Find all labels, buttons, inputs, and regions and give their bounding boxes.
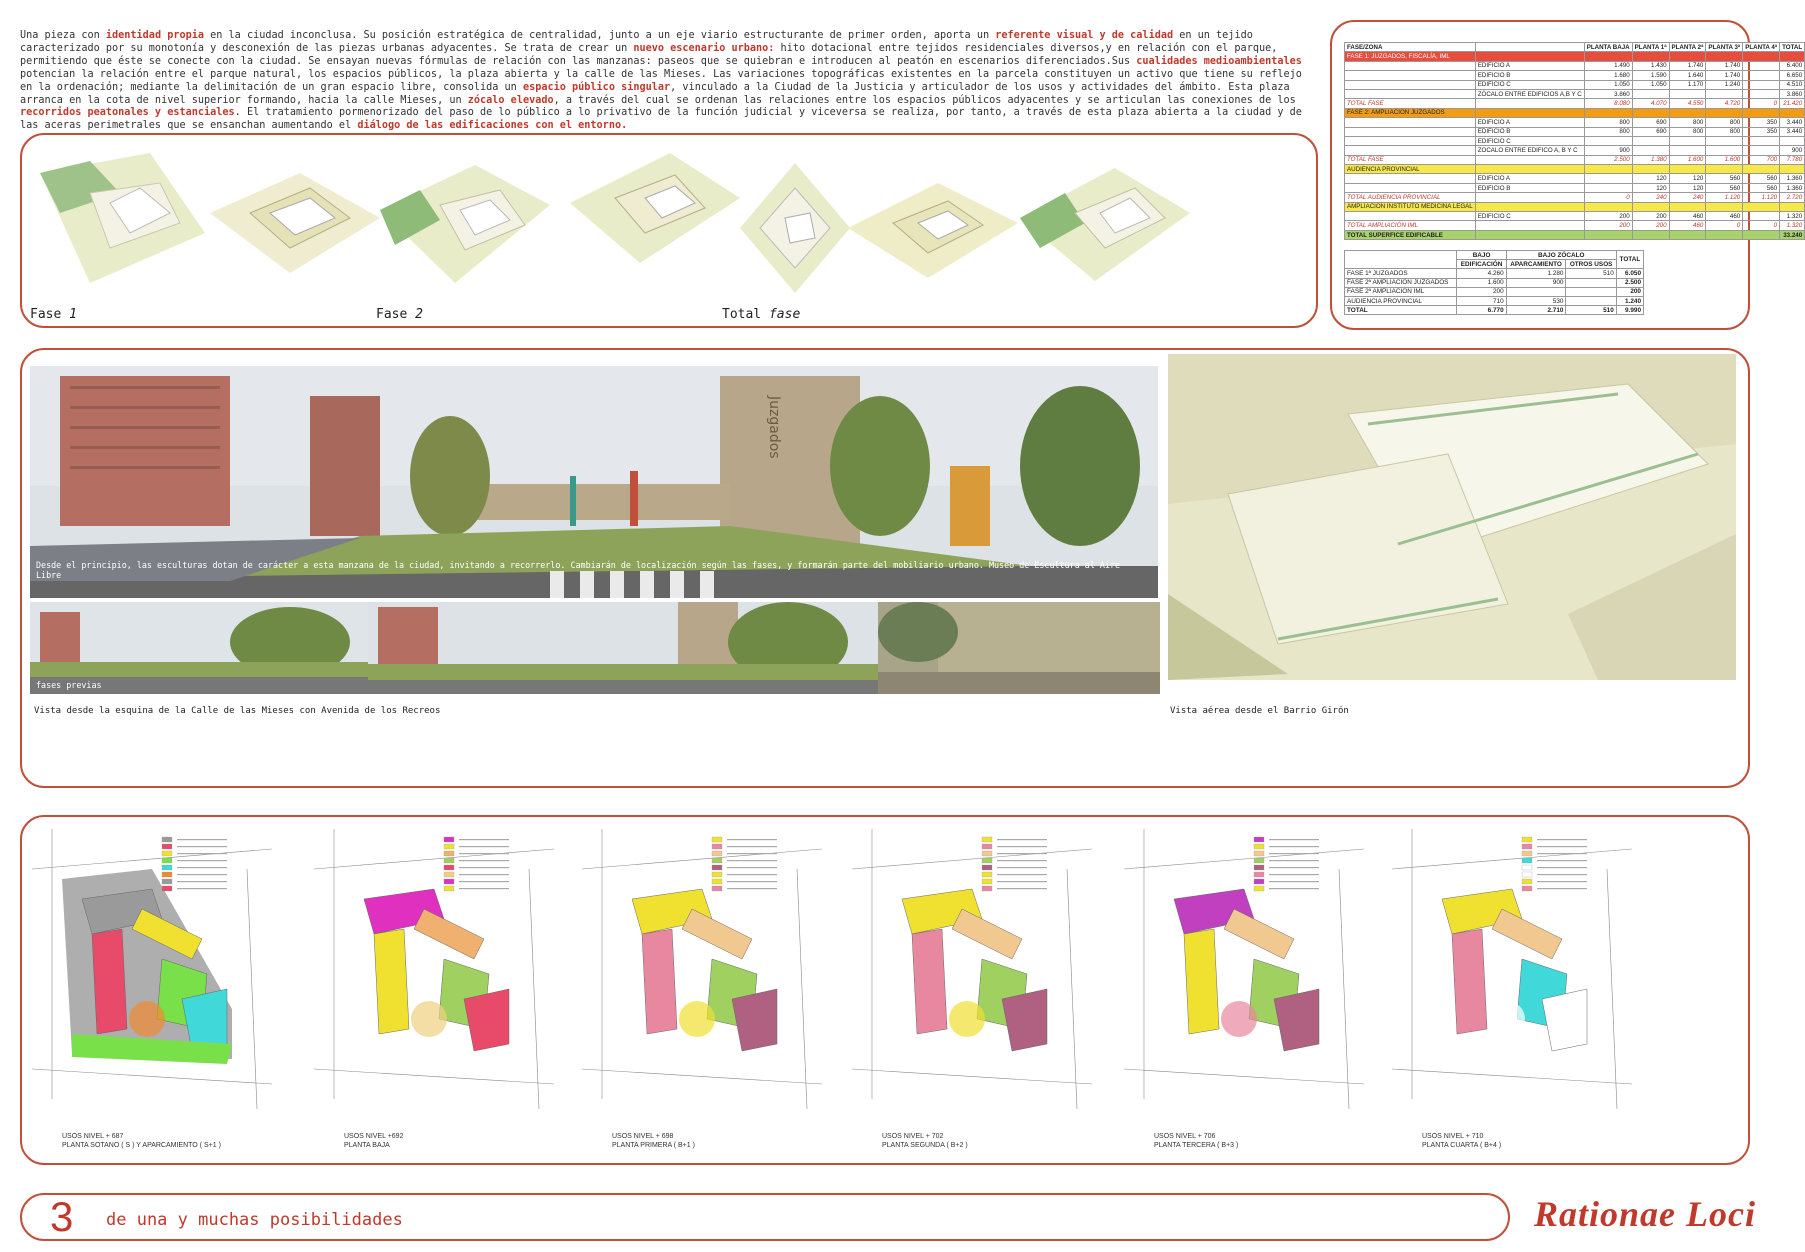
t1-cell: 1.360 (1780, 174, 1805, 183)
t1-cell (1669, 202, 1706, 211)
t1-cell (1632, 146, 1669, 155)
plan-caption (612, 1132, 695, 1150)
t1-cell: 800 (1669, 118, 1706, 127)
t1-cell (1669, 52, 1706, 61)
plan-level: USOS NIVEL + 706 (1154, 1133, 1216, 1140)
table-row (1345, 136, 1805, 145)
table-row (1345, 183, 1805, 192)
t1-cell (1743, 165, 1780, 174)
table-row (1345, 118, 1805, 127)
t1-cell: 900 (1584, 146, 1632, 155)
t1-cell (1632, 165, 1669, 174)
t1-cell (1669, 136, 1706, 145)
floor-plan-5 (1124, 829, 1396, 1129)
t1-cell: EDIFICIO A (1475, 174, 1584, 183)
t1-cell: 1.240 (1706, 80, 1743, 89)
t1-cell: 200 (1584, 221, 1632, 230)
table-row (1345, 212, 1805, 221)
t1-cell (1584, 165, 1632, 174)
t1-cell: ZOCALO ENTRE EDIFICO A, B Y C (1475, 146, 1584, 155)
t1-cell (1780, 165, 1805, 174)
t1-cell: 0 (1743, 99, 1780, 108)
t1-cell: 200 (1632, 221, 1669, 230)
t2-header-otros: OTROS USOS (1566, 260, 1616, 269)
table-row (1345, 306, 1644, 315)
brand-logo: Rationae Loci (1534, 1194, 1756, 1234)
t2-cell (1506, 287, 1566, 296)
footer-bar (20, 1193, 1510, 1241)
t1-header-cell (1475, 43, 1584, 52)
aerial-view (1168, 354, 1736, 680)
intro-highlight: identidad propia (105, 30, 205, 41)
t1-cell (1743, 52, 1780, 61)
t2-cell: 1.240 (1616, 296, 1643, 305)
t1-cell (1743, 108, 1780, 117)
t1-cell: 4.720 (1706, 99, 1743, 108)
t2-cell: 900 (1506, 278, 1566, 287)
table-row (1345, 287, 1644, 296)
t1-header-cell: PLANTA 4ª (1743, 43, 1780, 52)
table-row (1345, 202, 1805, 211)
t1-cell: 1.740 (1706, 61, 1743, 70)
t1-cell: 560 (1706, 174, 1743, 183)
t2-cell: 2.710 (1506, 306, 1566, 315)
t1-cell: 240 (1669, 193, 1706, 202)
table-row (1345, 165, 1805, 174)
t2-cell: 710 (1457, 296, 1506, 305)
t1-cell (1632, 52, 1669, 61)
t1-cell: 8.080 (1584, 99, 1632, 108)
t1-cell (1743, 136, 1780, 145)
t1-cell (1669, 230, 1706, 239)
t2-cell: FASE 2ª AMPLIACION IML (1345, 287, 1457, 296)
t1-cell: 1.170 (1669, 80, 1706, 89)
t1-cell (1475, 202, 1584, 211)
area-table-summary (1344, 250, 1644, 315)
t1-cell: 3.860 (1780, 89, 1805, 98)
intro-text: hito dotacional entre tejidos residenciales diversos,y en relación con el parque, permitiendo que éste se conecte con la ciudad. Se ensayan nuevas fórmulas de relación con las manzanas: paseos que se quiebran e introducen al peatón en escenarios diferenciados.Sus (20, 42, 1278, 67)
t1-cell (1584, 52, 1632, 61)
t1-cell: 800 (1584, 127, 1632, 136)
t1-cell: TOTAL SUPERFICE EDIFICABLE (1345, 230, 1476, 239)
t1-cell: 200 (1584, 212, 1632, 221)
t1-cell: 1.740 (1669, 61, 1706, 70)
t1-cell: EDIFICIO B (1475, 183, 1584, 192)
table-row (1345, 174, 1805, 183)
t1-header-cell: PLANTA BAJA (1584, 43, 1632, 52)
phase-render-3 (380, 165, 550, 283)
t1-cell: 800 (1706, 118, 1743, 127)
table-row (1345, 89, 1805, 98)
t1-cell (1780, 136, 1805, 145)
t1-cell (1345, 212, 1476, 221)
t1-cell (1743, 146, 1780, 155)
t1-cell: ZÓCALO ENTRE EDIFICIOS A,B Y C (1475, 89, 1584, 98)
plan-caption (62, 1132, 221, 1150)
t1-cell: 350 (1743, 118, 1780, 127)
t2-cell: AUDIENCIA PROVINCIAL (1345, 296, 1457, 305)
intro-text: , vinculado a la Ciudad de la Justicia y articulador de los usos y actividades del ámbito. Esta plaza arranca en la cota de nivel superior formando, hacia la calle Mieses, un (20, 81, 1290, 106)
t1-cell: 3.440 (1780, 118, 1805, 127)
t1-cell: EDIFICIO B (1475, 71, 1584, 80)
t1-cell (1669, 146, 1706, 155)
t1-header-cell: PLANTA 2ª (1669, 43, 1706, 52)
plan-name: PLANTA CUARTA ( B+4 ) (1422, 1142, 1502, 1149)
t1-cell: 4.070 (1632, 99, 1669, 108)
table-row (1345, 155, 1805, 164)
t1-cell: EDIFICIO C (1475, 212, 1584, 221)
plan-name: PLANTA TERCERA ( B+3 ) (1154, 1142, 1239, 1149)
t1-cell: FASE 2: AMPLIACION JUZGADOS (1345, 108, 1476, 117)
t1-cell: EDIFICIO A (1475, 118, 1584, 127)
views-panel (20, 348, 1750, 788)
t1-cell (1584, 202, 1632, 211)
t1-cell: FASE 1: JUZGADOS, FISCALÍA, IML (1345, 52, 1476, 61)
t1-cell: 200 (1632, 212, 1669, 221)
t1-cell: 1.050 (1584, 80, 1632, 89)
intro-highlight: recorridos peatonales y estanciales (20, 107, 235, 119)
t1-cell: AUDIENCIA PROVINCIAL (1345, 165, 1476, 174)
table-row (1345, 52, 1805, 61)
t1-cell: 700 (1743, 155, 1780, 164)
t1-cell (1780, 108, 1805, 117)
plan-level: USOS NIVEL + 702 (882, 1133, 944, 1140)
plan-name: PLANTA SOTANO ( S ) Y APARCAMIENTO ( S+1 ) (62, 1142, 221, 1149)
t1-cell (1780, 202, 1805, 211)
t2-cell: 2.500 (1616, 278, 1643, 287)
t1-cell: TOTAL FASE (1345, 99, 1476, 108)
t1-cell: 690 (1632, 127, 1669, 136)
plan-level: USOS NIVEL + 710 (1422, 1133, 1484, 1140)
t1-cell: 460 (1669, 212, 1706, 221)
t1-cell: 3.860 (1584, 89, 1632, 98)
t1-cell (1743, 230, 1780, 239)
t1-cell (1743, 89, 1780, 98)
t1-cell (1706, 108, 1743, 117)
t1-cell: 1.050 (1632, 80, 1669, 89)
t1-cell (1475, 193, 1584, 202)
t1-cell (1345, 146, 1476, 155)
t1-cell: 33.240 (1780, 230, 1805, 239)
t2-cell: 4.260 (1457, 269, 1506, 278)
t1-cell: 21.420 (1780, 99, 1805, 108)
t1-cell (1475, 165, 1584, 174)
t1-cell: 1.120 (1743, 193, 1780, 202)
plan-caption (1422, 1132, 1501, 1150)
phase-render-2 (210, 163, 380, 283)
t1-cell: 7.780 (1780, 155, 1805, 164)
t2-header-total: TOTAL (1616, 251, 1643, 269)
t1-cell: 800 (1669, 127, 1706, 136)
t1-cell: 4.550 (1669, 99, 1706, 108)
plan-level: USOS NIVEL + 687 (62, 1133, 124, 1140)
t1-cell (1584, 230, 1632, 239)
t1-cell: 460 (1669, 221, 1706, 230)
t2-cell: FASE 2ª AMPLIACION JUZGADOS (1345, 278, 1457, 287)
t1-cell (1632, 108, 1669, 117)
t1-cell: 0 (1706, 221, 1743, 230)
t1-cell (1706, 89, 1743, 98)
intro-highlight: diálogo de las edificaciones con el entorno. (357, 120, 628, 132)
t2-cell: FASE 1ª JUZGADOS (1345, 269, 1457, 278)
t1-cell: EDIFICIO A (1475, 61, 1584, 70)
plan-name: PLANTA BAJA (344, 1142, 390, 1149)
plan-caption (344, 1132, 403, 1150)
t2-cell: 510 (1566, 306, 1616, 315)
t1-cell: 1.490 (1584, 61, 1632, 70)
plan-level: USOS NIVEL + 698 (612, 1133, 674, 1140)
t2-cell: 510 (1566, 269, 1616, 278)
t1-cell: 1.320 (1780, 212, 1805, 221)
phase-renders (30, 153, 1310, 301)
intro-text: en un tejido caracterizado por su monotonía y desconexión de las piezas urbanas adyacentes. Se trata de crear un (20, 30, 1253, 54)
t1-cell (1743, 71, 1780, 80)
floor-plans-panel (20, 815, 1750, 1165)
t1-cell (1475, 108, 1584, 117)
intro-highlight: cualidades medioambientales (1136, 55, 1302, 67)
phase-render-1 (30, 153, 210, 283)
t1-cell: 240 (1632, 193, 1669, 202)
t1-cell: 120 (1632, 183, 1669, 192)
table-row (1345, 193, 1805, 202)
t1-cell: 560 (1706, 183, 1743, 192)
phase-render-7 (1020, 163, 1190, 283)
t1-cell: 1.380 (1632, 155, 1669, 164)
t1-cell: 460 (1706, 212, 1743, 221)
t1-cell: EDIFICIO B (1475, 127, 1584, 136)
t1-cell (1475, 221, 1584, 230)
t1-cell (1475, 230, 1584, 239)
plan-name: PLANTA PRIMERA ( B+1 ) (612, 1142, 695, 1149)
t1-cell (1475, 52, 1584, 61)
table-row (1345, 296, 1644, 305)
table-row (1345, 221, 1805, 230)
t2-header-bajo: BAJO (1457, 251, 1506, 260)
t1-cell: 0 (1584, 193, 1632, 202)
table-row (1345, 269, 1644, 278)
table-row (1345, 80, 1805, 89)
t2-cell: 6.770 (1457, 306, 1506, 315)
t1-cell (1706, 202, 1743, 211)
t1-cell (1706, 165, 1743, 174)
t1-cell: 900 (1780, 146, 1805, 155)
table-row (1345, 71, 1805, 80)
t2-cell (1566, 287, 1616, 296)
t1-cell: 690 (1632, 118, 1669, 127)
t1-cell: 1.360 (1780, 183, 1805, 192)
sheet-title: de una y muchas posibilidades (106, 1210, 403, 1230)
phase-render-4 (570, 153, 740, 263)
t1-cell (1584, 108, 1632, 117)
sheet-number: 3 (50, 1193, 74, 1240)
t2-cell: 1.280 (1506, 269, 1566, 278)
t1-cell: 350 (1743, 127, 1780, 136)
t1-cell: 120 (1669, 183, 1706, 192)
t1-cell (1632, 136, 1669, 145)
floor-plan-4 (852, 829, 1124, 1129)
t1-cell: 3.440 (1780, 127, 1805, 136)
t1-cell: 560 (1743, 174, 1780, 183)
area-tables-panel (1330, 20, 1803, 330)
intro-paragraph (20, 30, 1310, 133)
t1-cell (1345, 118, 1476, 127)
plan-name: PLANTA SEGUNDA ( B+2 ) (882, 1142, 968, 1149)
phase-1-label: Fase 1 (30, 307, 77, 322)
t1-cell (1743, 212, 1780, 221)
t1-cell (1584, 136, 1632, 145)
t2-cell: 1.600 (1457, 278, 1506, 287)
plan-caption (882, 1132, 968, 1150)
t1-cell: 1.120 (1706, 193, 1743, 202)
t1-cell (1780, 52, 1805, 61)
t2-cell (1566, 296, 1616, 305)
t1-cell: 1.680 (1584, 71, 1632, 80)
t1-cell (1632, 202, 1669, 211)
t1-cell (1475, 99, 1584, 108)
table-row (1345, 278, 1644, 287)
phases-panel (20, 133, 1318, 328)
t1-cell: 800 (1706, 127, 1743, 136)
intro-highlight: nuevo escenario urbano: (633, 42, 775, 54)
t1-cell (1669, 165, 1706, 174)
table-row (1345, 99, 1805, 108)
t1-cell (1345, 183, 1476, 192)
t1-cell: 1.600 (1669, 155, 1706, 164)
plan-level: USOS NIVEL +692 (344, 1133, 404, 1140)
phase-render-5 (740, 163, 850, 293)
t2-cell: TOTAL (1345, 306, 1457, 315)
views-caption-right: Vista aérea desde el Barrio Girón (1170, 706, 1349, 716)
t1-cell (1345, 136, 1476, 145)
floor-plan-3 (582, 829, 854, 1129)
table-row (1345, 230, 1805, 239)
phase-2-label: Fase 2 (376, 307, 423, 322)
t1-cell (1584, 183, 1632, 192)
floor-plan-1 (32, 829, 304, 1129)
t1-cell (1345, 174, 1476, 183)
t2-cell: 6.050 (1616, 269, 1643, 278)
intro-text: Una pieza con (20, 30, 106, 41)
t1-cell (1475, 155, 1584, 164)
table-row (1345, 61, 1805, 70)
t2-cell: 530 (1506, 296, 1566, 305)
t1-cell: TOTAL AMPLIACIÓN IML (1345, 221, 1476, 230)
t1-cell (1345, 89, 1476, 98)
t1-cell (1669, 108, 1706, 117)
table-row (1345, 108, 1805, 117)
t1-cell: 6.650 (1780, 71, 1805, 80)
t1-cell: EDIFICIO C (1475, 80, 1584, 89)
t2-header-aparcamiento: APARCAMIENTO (1506, 260, 1566, 269)
t1-header-cell: TOTAL (1780, 43, 1805, 52)
t1-cell (1632, 230, 1669, 239)
t1-header-cell: PLANTA 3ª (1706, 43, 1743, 52)
t1-cell (1584, 174, 1632, 183)
t1-cell: TOTAL FASE (1345, 155, 1476, 164)
t1-cell (1345, 61, 1476, 70)
intro-text: . El tratamiento pormenorizado del paso de lo público a lo privativo de la función judicial y viceversa se realiza, por tanto, a través de esta plaza abierta a la ciudad y de las aceras perimetrales que se ensanchan aumentando el (20, 107, 1302, 132)
t1-cell (1743, 61, 1780, 70)
t1-cell: 1.640 (1669, 71, 1706, 80)
t1-cell: 800 (1584, 118, 1632, 127)
intro-text: , a través del cual se ordenan las relaciones entre los espacios públicos adyacentes y se articulan las conexiones de los (553, 94, 1296, 106)
t1-cell (1345, 71, 1476, 80)
previous-phase-view-2 (368, 602, 878, 694)
t1-cell: 4.510 (1780, 80, 1805, 89)
t1-cell: 120 (1669, 174, 1706, 183)
t1-header-cell: FASE/ZONA (1345, 43, 1476, 52)
t1-cell: EDIFICIO C (1475, 136, 1584, 145)
t1-cell: 1.740 (1706, 71, 1743, 80)
previous-phase-view-3 (878, 602, 1160, 694)
t1-cell (1706, 136, 1743, 145)
t1-header-cell: PLANTA 1ª (1632, 43, 1669, 52)
t1-cell: 6.400 (1780, 61, 1805, 70)
t1-cell: 1.600 (1706, 155, 1743, 164)
t1-cell: 1.590 (1632, 71, 1669, 80)
t1-cell: 1.320 (1780, 221, 1805, 230)
t2-cell: 9.990 (1616, 306, 1643, 315)
t1-cell: 2.500 (1584, 155, 1632, 164)
t2-cell: 200 (1457, 287, 1506, 296)
plan-caption (1154, 1132, 1238, 1150)
phase-render-6 (848, 173, 1018, 283)
t1-cell (1743, 202, 1780, 211)
phase-total-label: Total fase (722, 307, 801, 322)
t1-cell (1632, 89, 1669, 98)
sculpture-museum-caption: Desde el principio, las esculturas dotan de carácter a esta manzana de la ciudad, invitando a recorrerlo. Cambiarán de localización según las fases, y formarán parte del mobiliario urbano. Museo de Escultura al Aire Libre (36, 560, 1121, 580)
t2-cell (1566, 278, 1616, 287)
t2-cell: 200 (1616, 287, 1643, 296)
area-table-by-phase (1344, 42, 1805, 240)
t1-cell: 1.430 (1632, 61, 1669, 70)
intro-text: potencian la relación entre el parque natural, los espacios públicos, la plaza abierta y la calle de las Mieses. Las variaciones topográficas existentes en la parcela constituyen un activo que tiene su reflejo en la ordenación; mediante la delimitación de un gran espacio libre, consolida un (20, 68, 1302, 93)
intro-highlight: referente visual y de calidad (995, 30, 1174, 41)
t1-cell: 120 (1632, 174, 1669, 183)
t1-cell (1345, 127, 1476, 136)
floor-plan-2 (314, 829, 586, 1129)
fases-previas-label: fases previas (36, 680, 102, 690)
t1-cell: TOTAL AUDIENCIA PROVINCIAL (1345, 193, 1476, 202)
table-row (1345, 127, 1805, 136)
t1-cell (1706, 52, 1743, 61)
floor-plan-6 (1392, 829, 1664, 1129)
t1-cell (1345, 80, 1476, 89)
t1-cell (1706, 230, 1743, 239)
t2-header-zocalo: BAJO ZÓCALO (1506, 251, 1616, 260)
views-caption-left: Vista desde la esquina de la Calle de las Mieses con Avenida de los Recreos (34, 706, 441, 716)
intro-highlight: espacio público singular (522, 81, 671, 93)
t1-cell (1669, 89, 1706, 98)
table-row (1345, 146, 1805, 155)
t1-cell (1706, 146, 1743, 155)
t1-cell: 2.720 (1780, 193, 1805, 202)
intro-highlight: zócalo elevado (467, 94, 554, 106)
t1-cell: 0 (1743, 221, 1780, 230)
intro-text: en la ciudad inconclusa. Su posición estratégica de centralidad, junto a un eje viario estructurante de primer orden, aporta un (204, 30, 996, 41)
t1-cell: AMPLIACION INSTITUTO MEDICINA LEGAL (1345, 202, 1476, 211)
t1-cell (1743, 80, 1780, 89)
t2-header-edificacion: EDIFICACIÓN (1457, 260, 1506, 269)
building-sign: Juzgados (766, 396, 782, 459)
t1-cell: 560 (1743, 183, 1780, 192)
